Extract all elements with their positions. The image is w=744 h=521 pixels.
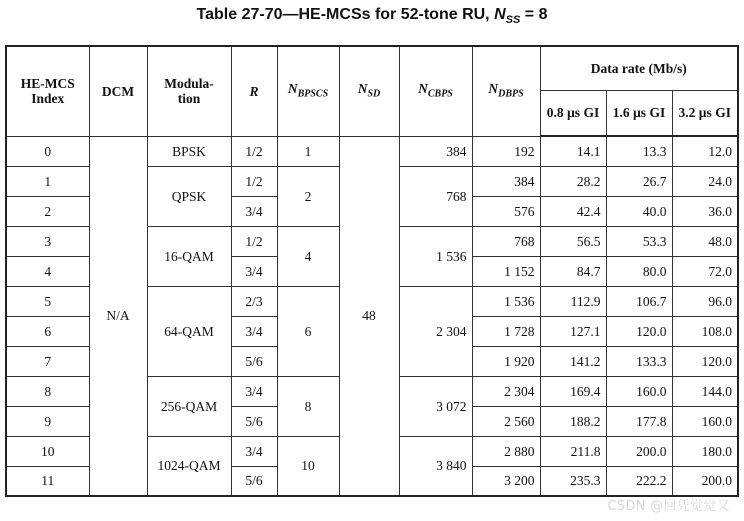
- cell-mcs: 4: [6, 256, 89, 286]
- cell-mcs: 11: [6, 466, 89, 496]
- cell-ndbps: 384: [472, 166, 540, 196]
- watermark: CSDN @回凭觉觉又: [607, 499, 730, 514]
- cell-mcs: 2: [6, 196, 89, 226]
- table-row: [6, 136, 738, 166]
- cell-rate-3-2: 36.0: [672, 196, 738, 226]
- cell-mcs: 9: [6, 406, 89, 436]
- header-nsd: $N_{SD}$: [339, 46, 399, 136]
- cell-nbpscs: 8: [277, 376, 339, 436]
- header-dcm: DCM: [89, 46, 147, 136]
- header-ncbps: $N_{CBPS}$: [399, 46, 472, 136]
- cell-ncbps: 3 072: [399, 376, 472, 436]
- cell-ncbps: 384: [399, 136, 472, 166]
- header-ndbps: $N_{DBPS}$: [472, 46, 540, 136]
- header-gi-1-6: 1.6 µs GI: [606, 90, 672, 136]
- cell-rate-3-2: 72.0: [672, 256, 738, 286]
- cell-ndbps: 576: [472, 196, 540, 226]
- cell-rate-0-8: 84.7: [540, 256, 606, 286]
- cell-ndbps: 2 880: [472, 436, 540, 466]
- cell-rate-1-6: 53.3: [606, 226, 672, 256]
- cell-mcs: 1: [6, 166, 89, 196]
- header-modulation: Modula- tion: [147, 46, 231, 136]
- cell-rate-0-8: 112.9: [540, 286, 606, 316]
- cell-nsd: 48: [339, 136, 399, 496]
- cell-r: 1/2: [231, 226, 277, 256]
- header-data-rate: Data rate (Mb/s): [540, 46, 738, 90]
- cell-r: 3/4: [231, 316, 277, 346]
- cell-r: 5/6: [231, 466, 277, 496]
- cell-ncbps: 3 840: [399, 436, 472, 496]
- header-gi-0-8: 0.8 µs GI: [540, 90, 606, 136]
- cell-r: 3/4: [231, 196, 277, 226]
- cell-rate-3-2: 180.0: [672, 436, 738, 466]
- cell-ndbps: 192: [472, 136, 540, 166]
- cell-rate-1-6: 106.7: [606, 286, 672, 316]
- he-mcs-table: [5, 45, 739, 497]
- cell-rate-1-6: 222.2: [606, 466, 672, 496]
- cell-mcs: 5: [6, 286, 89, 316]
- cell-nbpscs: 10: [277, 436, 339, 496]
- cell-mcs: 10: [6, 436, 89, 466]
- cell-rate-1-6: 13.3: [606, 136, 672, 166]
- cell-ndbps: 3 200: [472, 466, 540, 496]
- cell-r: 5/6: [231, 406, 277, 436]
- cell-rate-3-2: 120.0: [672, 346, 738, 376]
- cell-modulation: 1024-QAM: [147, 436, 231, 496]
- cell-rate-0-8: 42.4: [540, 196, 606, 226]
- cell-ndbps: 1 920: [472, 346, 540, 376]
- cell-ncbps: 1 536: [399, 226, 472, 286]
- cell-ndbps: 1 152: [472, 256, 540, 286]
- cell-rate-1-6: 160.0: [606, 376, 672, 406]
- cell-rate-3-2: 200.0: [672, 466, 738, 496]
- cell-rate-1-6: 200.0: [606, 436, 672, 466]
- cell-mcs: 6: [6, 316, 89, 346]
- cell-mcs: 0: [6, 136, 89, 166]
- cell-rate-0-8: 28.2: [540, 166, 606, 196]
- cell-rate-1-6: 26.7: [606, 166, 672, 196]
- cell-rate-0-8: 169.4: [540, 376, 606, 406]
- cell-nbpscs: 2: [277, 166, 339, 226]
- cell-ndbps: 1 728: [472, 316, 540, 346]
- cell-rate-3-2: 12.0: [672, 136, 738, 166]
- cell-ndbps: 2 560: [472, 406, 540, 436]
- cell-r: 3/4: [231, 256, 277, 286]
- cell-modulation: 64-QAM: [147, 286, 231, 376]
- cell-rate-1-6: 120.0: [606, 316, 672, 346]
- header-mcs-index: HE-MCS Index: [6, 46, 89, 136]
- cell-r: 5/6: [231, 346, 277, 376]
- cell-rate-0-8: 141.2: [540, 346, 606, 376]
- cell-rate-1-6: 80.0: [606, 256, 672, 286]
- cell-ndbps: 768: [472, 226, 540, 256]
- cell-rate-3-2: 144.0: [672, 376, 738, 406]
- header-nbpscs: $N_{BPSCS}$: [277, 46, 339, 136]
- cell-rate-1-6: 133.3: [606, 346, 672, 376]
- cell-ncbps: 768: [399, 166, 472, 226]
- cell-modulation: 256-QAM: [147, 376, 231, 436]
- cell-r: 3/4: [231, 436, 277, 466]
- cell-nbpscs: 6: [277, 286, 339, 376]
- cell-rate-3-2: 160.0: [672, 406, 738, 436]
- cell-r: 2/3: [231, 286, 277, 316]
- cell-rate-0-8: 14.1: [540, 136, 606, 166]
- cell-r: 1/2: [231, 136, 277, 166]
- cell-r: 1/2: [231, 166, 277, 196]
- cell-rate-3-2: 96.0: [672, 286, 738, 316]
- cell-rate-3-2: 48.0: [672, 226, 738, 256]
- cell-rate-0-8: 235.3: [540, 466, 606, 496]
- cell-nbpscs: 4: [277, 226, 339, 286]
- cell-rate-0-8: 56.5: [540, 226, 606, 256]
- cell-rate-0-8: 127.1: [540, 316, 606, 346]
- cell-modulation: QPSK: [147, 166, 231, 226]
- cell-mcs: 8: [6, 376, 89, 406]
- cell-mcs: 7: [6, 346, 89, 376]
- header-gi-3-2: 3.2 µs GI: [672, 90, 738, 136]
- cell-ncbps: 2 304: [399, 286, 472, 376]
- cell-ndbps: 1 536: [472, 286, 540, 316]
- table-title: Table 27-70—HE-MCSs for 52-tone RU, $N_{SS} = 8$: [196, 6, 548, 27]
- cell-rate-0-8: 188.2: [540, 406, 606, 436]
- cell-rate-0-8: 211.8: [540, 436, 606, 466]
- cell-rate-3-2: 24.0: [672, 166, 738, 196]
- cell-modulation: 16-QAM: [147, 226, 231, 286]
- header-r: R: [231, 46, 277, 136]
- cell-r: 3/4: [231, 376, 277, 406]
- cell-rate-1-6: 40.0: [606, 196, 672, 226]
- cell-mcs: 3: [6, 226, 89, 256]
- cell-nbpscs: 1: [277, 136, 339, 166]
- cell-rate-3-2: 108.0: [672, 316, 738, 346]
- cell-rate-1-6: 177.8: [606, 406, 672, 436]
- cell-ndbps: 2 304: [472, 376, 540, 406]
- cell-dcm: N/A: [89, 136, 147, 496]
- cell-modulation: BPSK: [147, 136, 231, 166]
